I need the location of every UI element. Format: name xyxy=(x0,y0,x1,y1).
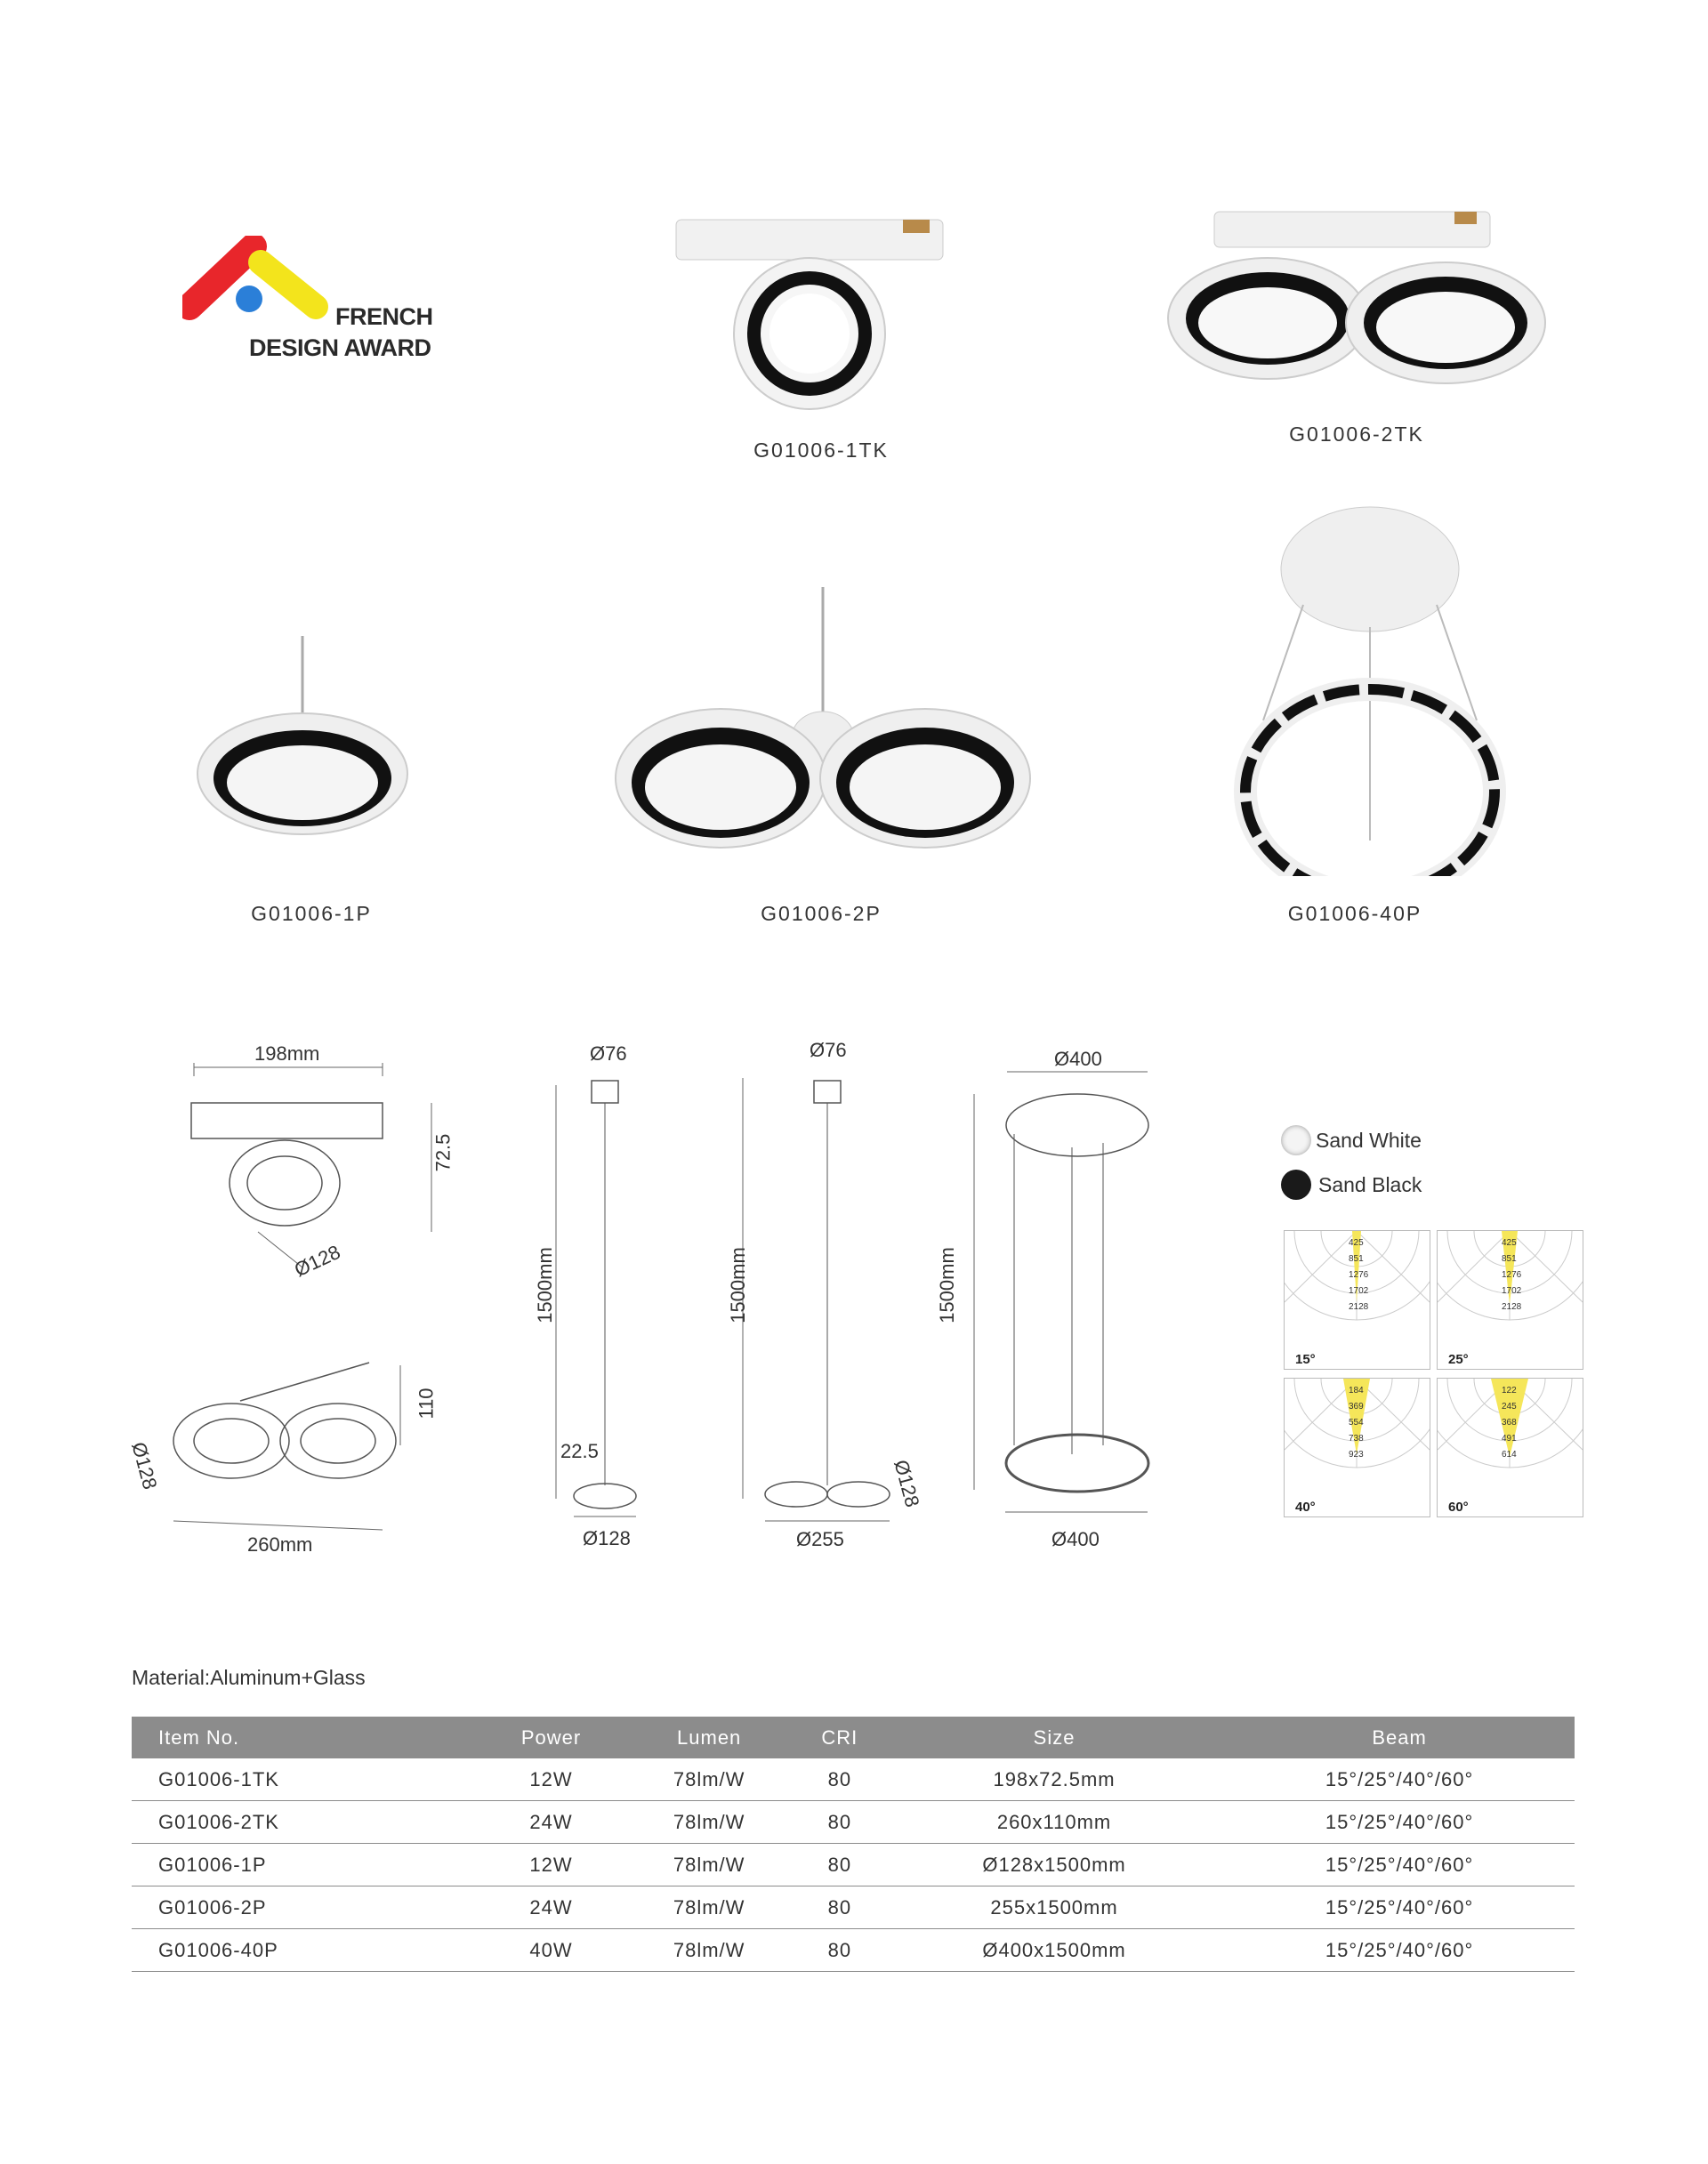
dim-2tk-diameter: Ø128 xyxy=(127,1439,162,1492)
cell-item: G01006-1P xyxy=(132,1844,479,1886)
cell-lumen: 78lm/W xyxy=(624,1844,795,1886)
cell-power: 24W xyxy=(479,1886,623,1929)
drawing-1tk xyxy=(178,1054,463,1276)
dim-1p-bottom: Ø128 xyxy=(583,1527,631,1549)
product-photo-1p xyxy=(187,636,418,841)
product-photo-2p xyxy=(609,587,1036,854)
beam-intensity-value: 738 xyxy=(1349,1434,1364,1444)
spec-table xyxy=(132,1717,1575,1972)
dim-2p-bottom: Ø255 xyxy=(796,1528,844,1550)
cell-lumen: 78lm/W xyxy=(624,1929,795,1972)
product-photo-1tk xyxy=(667,209,961,422)
dim-40p-top: Ø400 xyxy=(1054,1048,1102,1070)
beam-intensity-value: 184 xyxy=(1349,1386,1364,1396)
beam-intensity-value: 368 xyxy=(1502,1418,1517,1428)
beam-intensity-value: 491 xyxy=(1502,1434,1517,1444)
header-beam: Beam xyxy=(1224,1717,1575,1758)
cell-beam: 15°/25°/40°/60° xyxy=(1224,1758,1575,1801)
color-sand-black-label: Sand Black xyxy=(1318,1173,1422,1196)
product-photo-40p xyxy=(1232,503,1508,876)
beam-intensity-value: 851 xyxy=(1349,1254,1364,1264)
dim-1p-top: Ø76 xyxy=(590,1042,627,1065)
drawing-2tk xyxy=(169,1352,445,1557)
beam-intensity-value: 369 xyxy=(1349,1402,1364,1412)
dim-40p-length: 1500mm xyxy=(935,1247,958,1323)
cell-size: 198x72.5mm xyxy=(884,1758,1224,1801)
cell-size: 255x1500mm xyxy=(884,1886,1224,1929)
cell-power: 24W xyxy=(479,1801,623,1844)
beam-angle-60: 60° xyxy=(1448,1500,1469,1515)
polar-grid-40 xyxy=(1285,1379,1430,1516)
product-code-2tk: G01006-2TK xyxy=(1289,422,1424,446)
beam-intensity-value: 1276 xyxy=(1349,1270,1369,1280)
dim-1tk-width: 198mm xyxy=(254,1042,320,1065)
header-lumen: Lumen xyxy=(624,1717,795,1758)
cell-item: G01006-40P xyxy=(132,1929,479,1972)
swatch-sand-black xyxy=(1281,1170,1311,1200)
beam-chart-25 xyxy=(1437,1230,1583,1370)
cell-item: G01006-2P xyxy=(132,1886,479,1929)
cell-cri: 80 xyxy=(795,1929,884,1972)
beam-intensity-value: 554 xyxy=(1349,1418,1364,1428)
dim-1tk-height: 72.5 xyxy=(431,1133,455,1172)
spec-header-row xyxy=(132,1717,1575,1758)
beam-intensity-value: 425 xyxy=(1502,1238,1517,1248)
table-row xyxy=(132,1929,1575,1972)
cell-lumen: 78lm/W xyxy=(624,1886,795,1929)
dim-1p-length: 1500mm xyxy=(533,1247,556,1323)
material-text: Material:Aluminum+Glass xyxy=(132,1666,366,1689)
drawing-2p xyxy=(738,1067,916,1530)
cell-power: 12W xyxy=(479,1844,623,1886)
table-row xyxy=(132,1886,1575,1929)
cell-power: 40W xyxy=(479,1929,623,1972)
header-item-no: Item No. xyxy=(132,1717,479,1758)
french-design-award-logo xyxy=(182,236,449,369)
polar-grid-25 xyxy=(1438,1231,1583,1369)
beam-angle-25: 25° xyxy=(1448,1352,1469,1367)
beam-intensity-value: 425 xyxy=(1349,1238,1364,1248)
header-power: Power xyxy=(479,1717,623,1758)
cell-item: G01006-1TK xyxy=(132,1758,479,1801)
dim-2p-top: Ø76 xyxy=(810,1039,847,1061)
cell-size: 260x110mm xyxy=(884,1801,1224,1844)
cell-beam: 15°/25°/40°/60° xyxy=(1224,1801,1575,1844)
header-cri: CRI xyxy=(795,1717,884,1758)
dim-2p-length: 1500mm xyxy=(726,1247,749,1323)
beam-intensity-value: 2128 xyxy=(1502,1302,1522,1312)
cell-cri: 80 xyxy=(795,1801,884,1844)
product-code-1tk: G01006-1TK xyxy=(753,438,889,462)
dim-2tk-width: 260mm xyxy=(247,1533,313,1556)
award-line1: FRENCH xyxy=(335,303,433,330)
cell-lumen: 78lm/W xyxy=(624,1801,795,1844)
cell-beam: 15°/25°/40°/60° xyxy=(1224,1844,1575,1886)
beam-intensity-value: 1702 xyxy=(1349,1286,1369,1296)
beam-intensity-value: 614 xyxy=(1502,1450,1517,1460)
award-line2: DESIGN AWARD xyxy=(249,334,431,361)
product-code-2p: G01006-2P xyxy=(761,902,882,925)
cell-power: 12W xyxy=(479,1758,623,1801)
dim-40p-bottom: Ø400 xyxy=(1051,1528,1100,1550)
beam-intensity-value: 2128 xyxy=(1349,1302,1369,1312)
cell-size: Ø400x1500mm xyxy=(884,1929,1224,1972)
beam-chart-40 xyxy=(1284,1378,1430,1517)
product-code-40p: G01006-40P xyxy=(1287,902,1422,925)
beam-intensity-value: 1276 xyxy=(1502,1270,1522,1280)
polar-grid-15 xyxy=(1285,1231,1430,1369)
product-photo-2tk xyxy=(1161,203,1552,398)
table-row xyxy=(132,1801,1575,1844)
beam-intensity-value: 122 xyxy=(1502,1386,1517,1396)
dim-1tk-diameter: Ø128 xyxy=(291,1240,344,1282)
dim-2p-side: Ø128 xyxy=(890,1457,924,1510)
cell-cri: 80 xyxy=(795,1844,884,1886)
beam-intensity-value: 1702 xyxy=(1502,1286,1522,1296)
beam-chart-60 xyxy=(1437,1378,1583,1517)
cell-cri: 80 xyxy=(795,1758,884,1801)
cell-beam: 15°/25°/40°/60° xyxy=(1224,1886,1575,1929)
polar-grid-60 xyxy=(1438,1379,1583,1516)
cell-item: G01006-2TK xyxy=(132,1801,479,1844)
table-row xyxy=(132,1844,1575,1886)
swatch-sand-white xyxy=(1281,1125,1311,1155)
award-mark-icon xyxy=(182,236,360,334)
dim-1p-offset: 22.5 xyxy=(560,1440,599,1462)
drawing-40p xyxy=(961,1063,1174,1525)
beam-intensity-value: 851 xyxy=(1502,1254,1517,1264)
beam-angle-40: 40° xyxy=(1295,1500,1316,1515)
cell-lumen: 78lm/W xyxy=(624,1758,795,1801)
dim-2tk-height: 110 xyxy=(415,1388,438,1420)
cell-cri: 80 xyxy=(795,1886,884,1929)
beam-intensity-value: 923 xyxy=(1349,1450,1364,1460)
product-code-1p: G01006-1P xyxy=(251,902,372,925)
beam-angle-15: 15° xyxy=(1295,1352,1316,1367)
color-sand-white-label: Sand White xyxy=(1316,1129,1422,1152)
cell-beam: 15°/25°/40°/60° xyxy=(1224,1929,1575,1972)
header-size: Size xyxy=(884,1717,1224,1758)
cell-size: Ø128x1500mm xyxy=(884,1844,1224,1886)
table-row xyxy=(132,1758,1575,1801)
beam-intensity-value: 245 xyxy=(1502,1402,1517,1412)
beam-chart-15 xyxy=(1284,1230,1430,1370)
